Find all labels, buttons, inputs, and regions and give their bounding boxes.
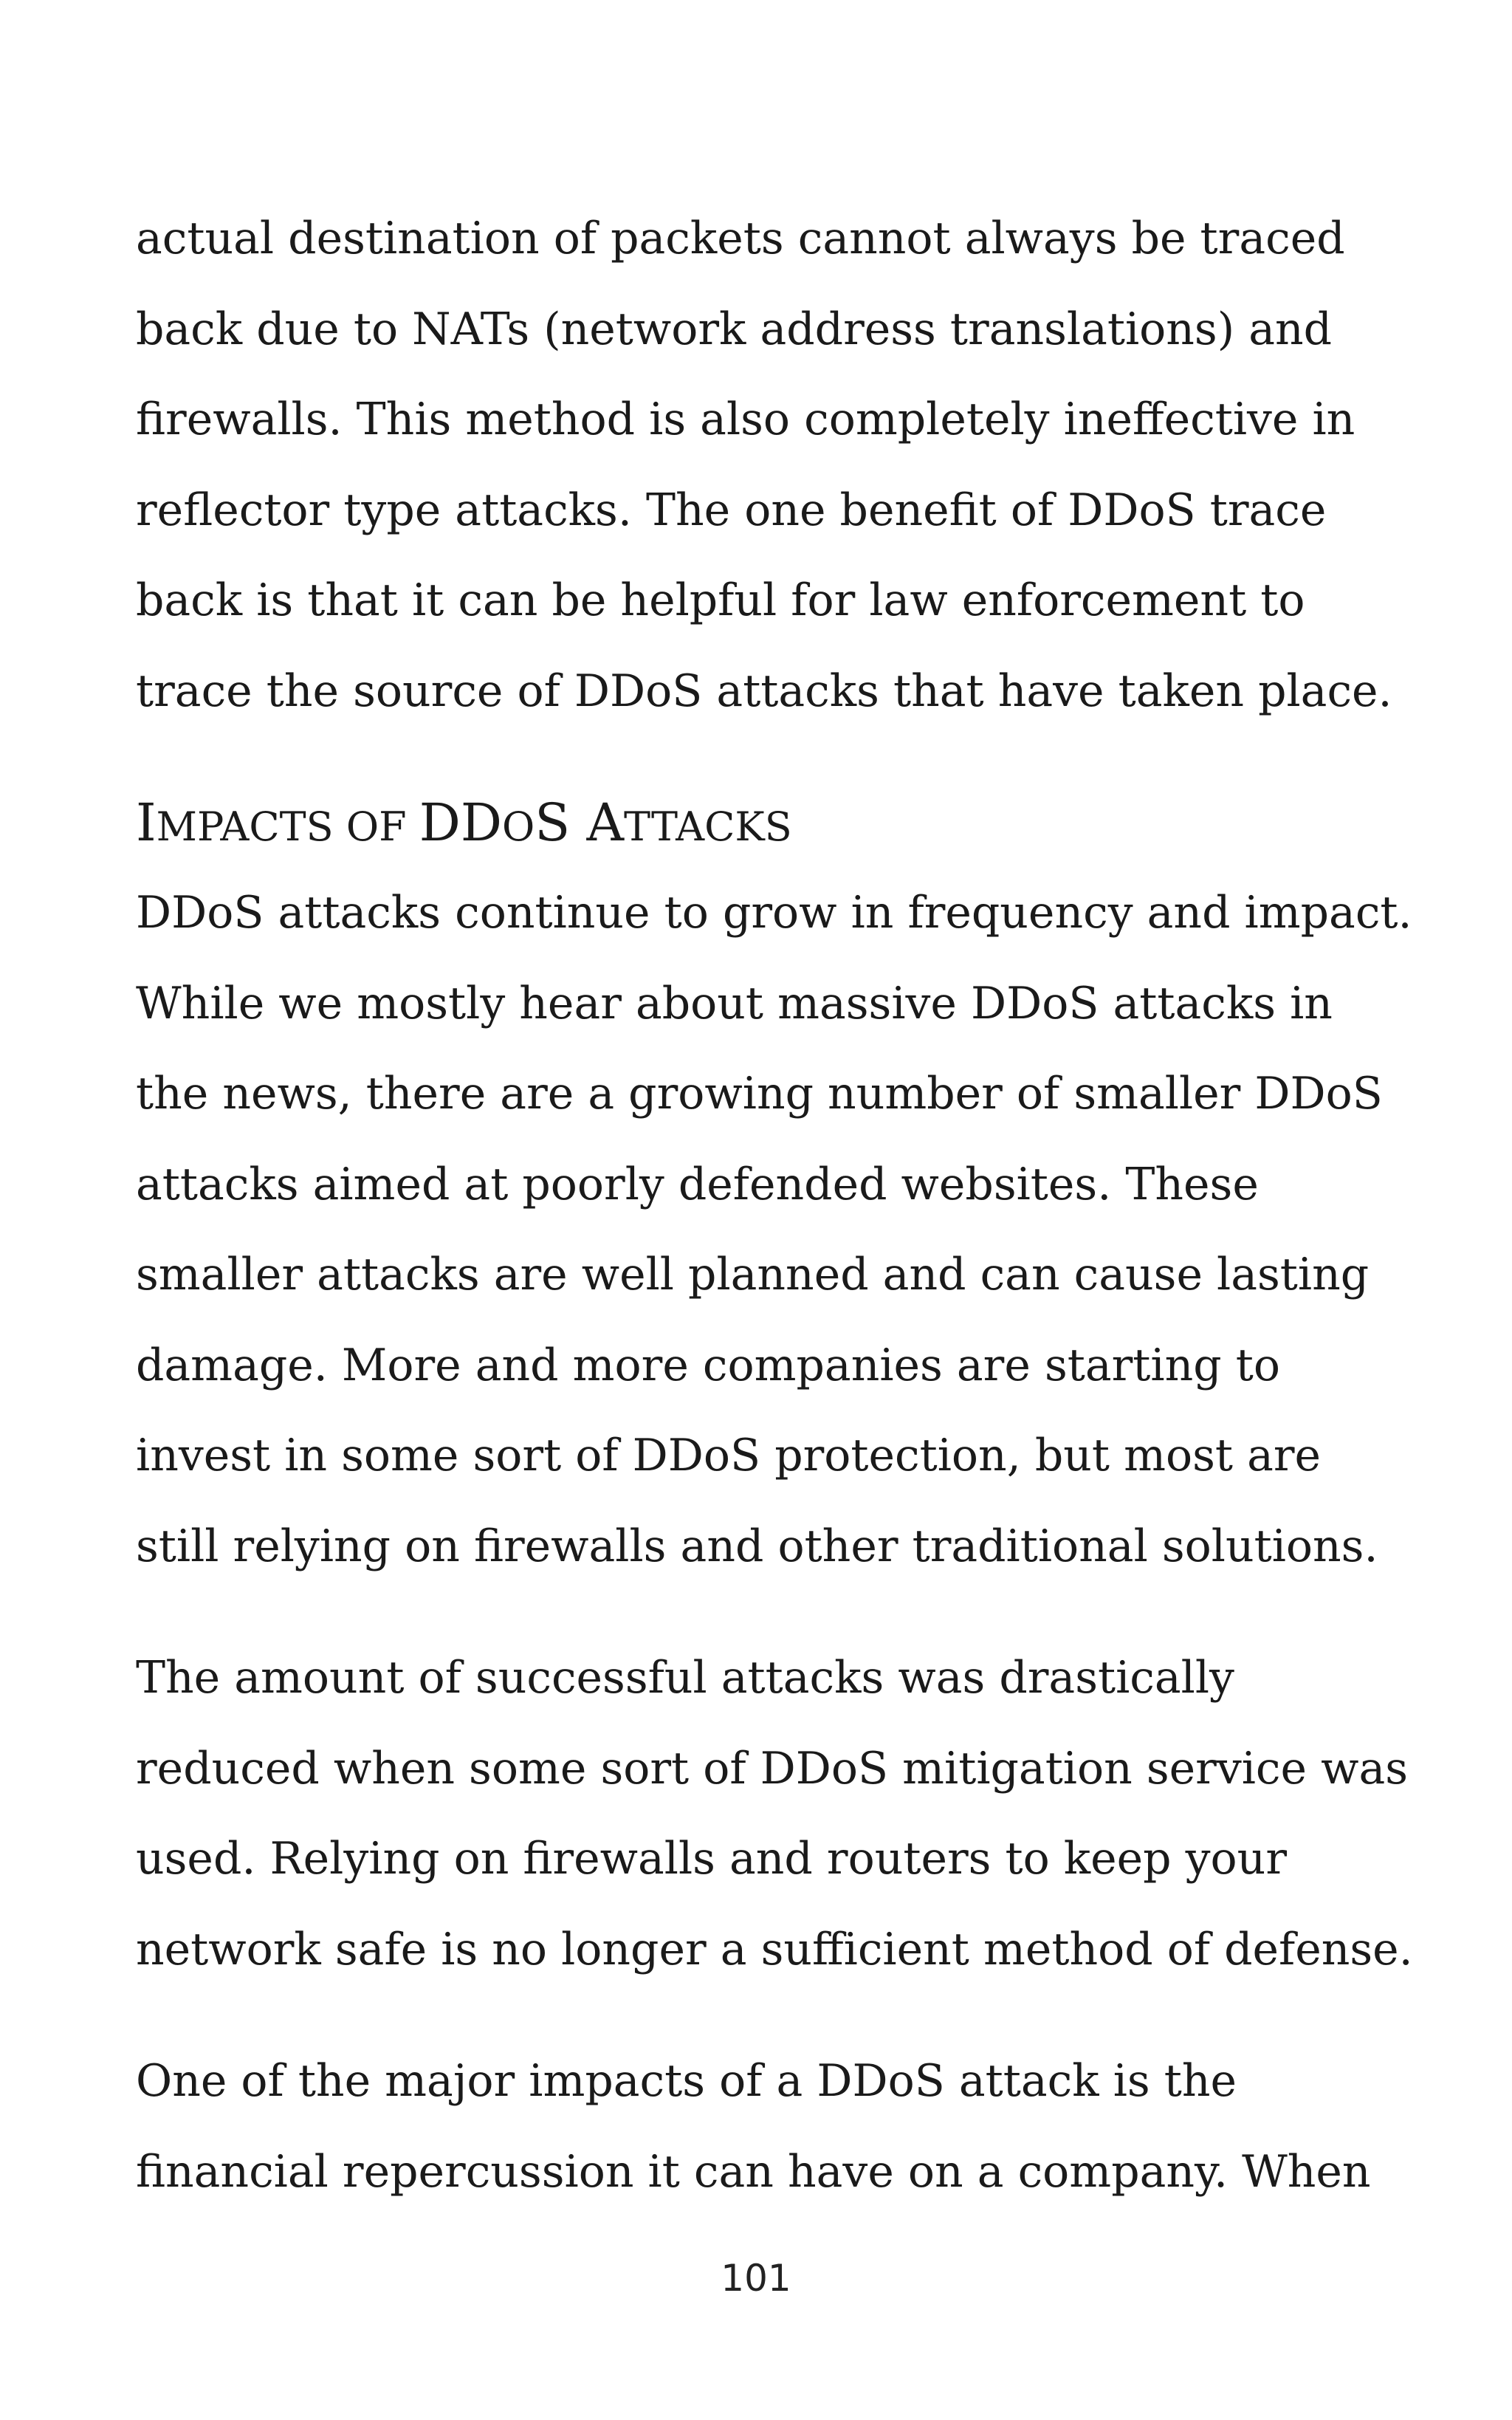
text-line: financial repercussion it can have on a company. When bbox=[136, 2145, 1371, 2198]
text-line: reduced when some sort of DDoS mitigation service was bbox=[136, 1742, 1409, 1795]
text-line: invest in some sort of DDoS protection, but most are bbox=[136, 1430, 1322, 1481]
text-line: still relying on firewalls and other traditional solutions. bbox=[136, 1520, 1378, 1572]
page-content bbox=[136, 193, 1413, 2217]
paragraph-financial bbox=[136, 2036, 1391, 2217]
text-line: smaller attacks are well planned and can cause lasting bbox=[136, 1249, 1370, 1300]
text-line: While we mostly hear about massive DDoS attacks in bbox=[136, 977, 1333, 1029]
page-number: 101 bbox=[721, 2257, 791, 2300]
text-line: One of the major impacts of a DDoS attack is the bbox=[136, 2055, 1237, 2107]
text-line: used. Relying on firewalls and routers to keep your bbox=[136, 1833, 1288, 1885]
text-line: back due to NATs (network address translations) and bbox=[136, 303, 1333, 355]
heading-cap: I bbox=[136, 792, 157, 853]
text-line: firewalls. This method is also completely ineffective in bbox=[136, 394, 1355, 445]
section-heading bbox=[136, 778, 1391, 868]
paragraph-mitigation bbox=[136, 1633, 1413, 1995]
heading-cap: DD bbox=[419, 792, 502, 853]
text-line: The amount of successful attacks was drastically bbox=[136, 1652, 1234, 1704]
text-line: reflector type attacks. The one benefit of DDoS trace bbox=[136, 484, 1327, 536]
paragraph-traceback bbox=[136, 193, 1391, 736]
heading-small: O bbox=[501, 803, 535, 850]
text-line: trace the source of DDoS attacks that have taken place. bbox=[136, 665, 1392, 717]
text-line: the news, there are a growing number of smaller DDoS bbox=[136, 1068, 1383, 1120]
paragraph-growth bbox=[136, 868, 1412, 1591]
text-line: actual destination of packets cannot always be traced bbox=[136, 213, 1345, 264]
text-line: back is that it can be helpful for law enforcement to bbox=[136, 575, 1305, 626]
text-line: damage. More and more companies are starting to bbox=[136, 1339, 1280, 1391]
text-line: DDoS attacks continue to grow in frequency and impact. bbox=[136, 887, 1412, 939]
heading-small: MPACTS OF bbox=[156, 803, 419, 850]
text-line: network safe is no longer a sufficient method of defense. bbox=[136, 1923, 1413, 1975]
heading-cap: A bbox=[586, 792, 625, 853]
text-line: attacks aimed at poorly defended websites. These bbox=[136, 1158, 1259, 1210]
heading-small: TTACKS bbox=[624, 803, 792, 850]
heading-cap: S bbox=[535, 792, 587, 853]
